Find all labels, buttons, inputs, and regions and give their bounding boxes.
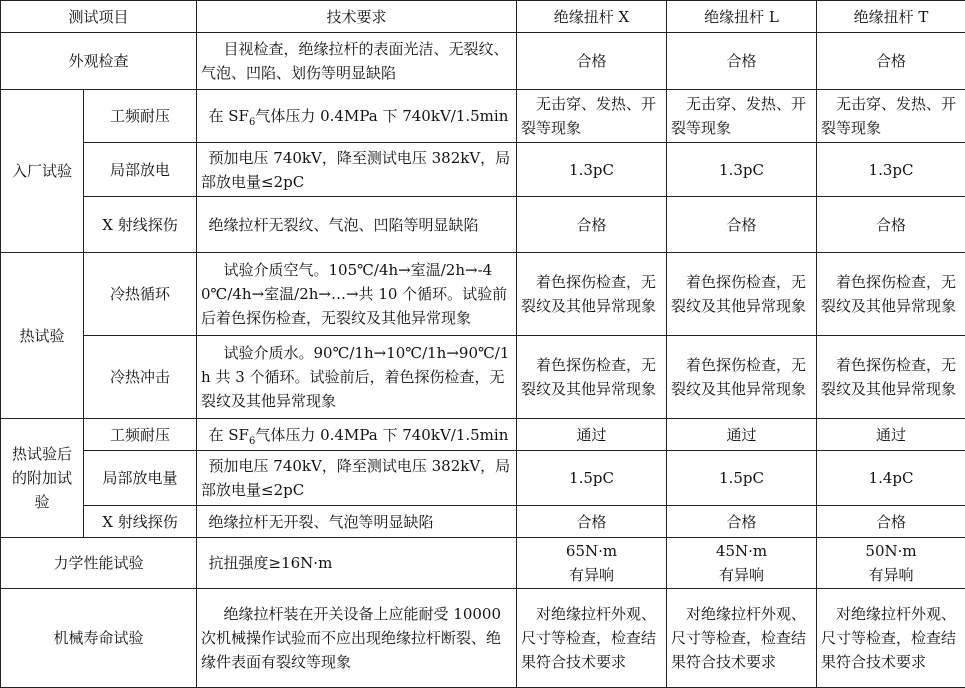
post-pd-item: 局部放电量 [84,451,197,506]
table-row [1,451,965,506]
thermal-cycle-t: 着色探伤检查，无裂纹及其他异常现象 [817,253,965,336]
mechanical-x-note: 有异响 [569,566,615,584]
thermal-shock-requirement: 试验介质水。90℃/1h→10℃/1h→90℃/1h 共 3 个循环。试验前后，着色探伤检查，无裂纹及其他异常现象 [197,336,517,419]
thermal-shock-t: 着色探伤检查，无裂纹及其他异常现象 [817,336,965,419]
factory-group: 入厂试验 [1,90,84,253]
header-requirement: 技术要求 [197,1,517,33]
mechanical-item: 力学性能试验 [1,538,197,589]
req-suffix: 气体压力 0.4MPa 下 740kV/1.5min [255,107,509,125]
table-row [1,589,965,688]
thermal-shock-x: 着色探伤检查，无裂纹及其他异常现象 [517,336,667,419]
life-x: 对绝缘拉杆外观、尺寸等检查，检查结果符合技术要求 [517,589,667,688]
thermal-shock-item: 冷热冲击 [84,336,197,419]
factory-power-freq-requirement [197,90,517,143]
mechanical-x-value: 65N·m [565,542,618,560]
post-xray-l: 合格 [667,506,817,538]
table-row [1,253,965,336]
factory-power-freq-x: 无击穿、发热、开裂等现象 [517,90,667,143]
post-pd-t: 1.4pC [817,451,965,506]
factory-xray-x: 合格 [517,197,667,253]
table-row [1,90,965,143]
table-row [1,197,965,253]
thermal-cycle-item: 冷热循环 [84,253,197,336]
factory-power-freq-item: 工频耐压 [84,90,197,143]
post-xray-item: X 射线探伤 [84,506,197,538]
life-t: 对绝缘拉杆外观、尺寸等检查，检查结果符合技术要求 [817,589,965,688]
table-row [1,419,965,451]
table-row [1,336,965,419]
factory-pd-x: 1.3pC [517,143,667,197]
factory-xray-t: 合格 [817,197,965,253]
factory-pd-t: 1.3pC [817,143,965,197]
post-thermal-group: 热试验后的附加试验 [1,419,84,538]
thermal-cycle-l: 着色探伤检查，无裂纹及其他异常现象 [667,253,817,336]
req-suffix: 气体压力 0.4MPa 下 740kV/1.5min [255,425,509,444]
post-pd-requirement: 预加电压 740kV，降至测试电压 382kV，局部放电量≤2pC [197,451,517,506]
mechanical-requirement: 抗扭强度≥16N·m [197,538,517,589]
req-prefix: 在 SF [208,425,249,444]
life-l: 对绝缘拉杆外观、尺寸等检查，检查结果符合技术要求 [667,589,817,688]
factory-power-freq-l: 无击穿、发热、开裂等现象 [667,90,817,143]
factory-xray-l: 合格 [667,197,817,253]
life-requirement: 绝缘拉杆装在开关设备上应能耐受 10000 次机械操作试验而不应出现绝缘拉杆断裂、绝缘件表面有裂纹等现象 [197,589,517,688]
factory-pd-l: 1.3pC [667,143,817,197]
post-xray-x: 合格 [517,506,667,538]
mechanical-t-value: 50N·m [865,542,917,560]
appearance-t: 合格 [817,33,965,90]
post-xray-t: 合格 [817,506,965,538]
factory-power-freq-t: 无击穿、发热、开裂等现象 [817,90,965,143]
header-rod-t: 绝缘扭杆 T [817,1,965,33]
table-row [1,538,965,589]
req-subscript: 6 [248,117,256,128]
header-rod-l: 绝缘扭杆 L [667,1,817,33]
appearance-x: 合格 [517,33,667,90]
post-pd-l: 1.5pC [667,451,817,506]
appearance-l: 合格 [667,33,817,90]
mechanical-l [667,538,817,589]
table-row [1,506,965,538]
header-rod-x: 绝缘扭杆 X [517,1,667,33]
factory-pd-item: 局部放电 [84,143,197,197]
post-pd-x: 1.5pC [517,451,667,506]
appearance-item: 外观检查 [1,33,197,90]
appearance-requirement: 目视检查，绝缘拉杆的表面光洁、无裂纹、气泡、凹陷、划伤等明显缺陷 [197,33,517,90]
thermal-group: 热试验 [1,253,84,419]
header-row [1,1,965,33]
table-row [1,33,965,90]
mechanical-t [817,538,965,589]
factory-pd-requirement: 预加电压 740kV，降至测试电压 382kV，局部放电量≤2pC [197,143,517,197]
post-power-freq-t: 通过 [817,419,965,451]
mechanical-l-note: 有异响 [719,566,765,584]
table-row [1,143,965,197]
post-power-freq-l: 通过 [667,419,817,451]
post-xray-requirement: 绝缘拉杆无开裂、气泡等明显缺陷 [197,506,517,538]
factory-xray-requirement: 绝缘拉杆无裂纹、气泡、凹陷等明显缺陷 [197,197,517,253]
factory-xray-item: X 射线探伤 [84,197,197,253]
mechanical-x [517,538,667,589]
post-power-freq-x: 通过 [517,419,667,451]
req-subscript: 6 [248,435,256,447]
mechanical-l-value: 45N·m [715,542,768,560]
post-power-freq-item: 工频耐压 [84,419,197,451]
header-item: 测试项目 [1,1,197,33]
post-power-freq-requirement [197,419,517,451]
life-item: 机械寿命试验 [1,589,197,688]
req-prefix: 在 SF [208,107,249,125]
mechanical-t-note: 有异响 [868,566,914,584]
thermal-cycle-x: 着色探伤检查，无裂纹及其他异常现象 [517,253,667,336]
thermal-shock-l: 着色探伤检查，无裂纹及其他异常现象 [667,336,817,419]
thermal-cycle-requirement: 试验介质空气。105℃/4h→室温/2h→-40℃/4h→室温/2h→…→共 10 个循环。试验前后着色探伤检查，无裂纹及其他异常现象 [197,253,517,336]
